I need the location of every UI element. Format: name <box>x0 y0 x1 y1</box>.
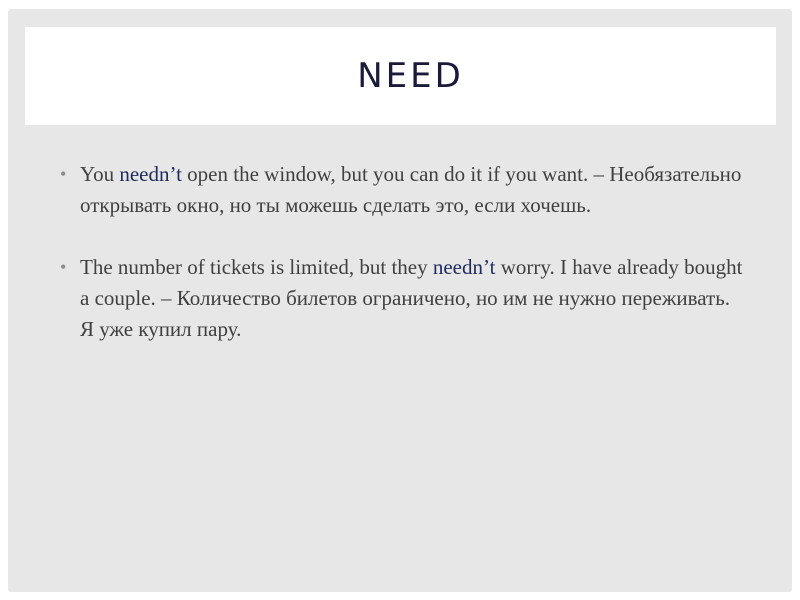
slide-frame <box>8 9 792 592</box>
bullet-text-after: worry. I have already bought a couple. – Количество билетов ограничено, но им не нужно переживать. Я уже купил пару. <box>80 255 743 341</box>
slide-body <box>58 159 748 376</box>
bullet-icon: • <box>60 257 67 277</box>
title-box <box>25 27 776 125</box>
bullet-item <box>58 252 748 345</box>
slide-title: NEED <box>357 56 464 96</box>
bullet-text-after: open the window, but you can do it if you want. – Необязательно открывать окно, но ты можешь сделать это, если хочешь. <box>80 162 742 217</box>
bullet-item <box>58 159 748 221</box>
bullet-text-before: You <box>80 162 120 186</box>
bullet-text-before: The number of tickets is limited, but they <box>80 255 433 279</box>
bullet-icon: • <box>60 164 67 184</box>
bullet-highlight: needn’t <box>432 255 496 279</box>
bullet-highlight: needn’t <box>119 162 182 186</box>
